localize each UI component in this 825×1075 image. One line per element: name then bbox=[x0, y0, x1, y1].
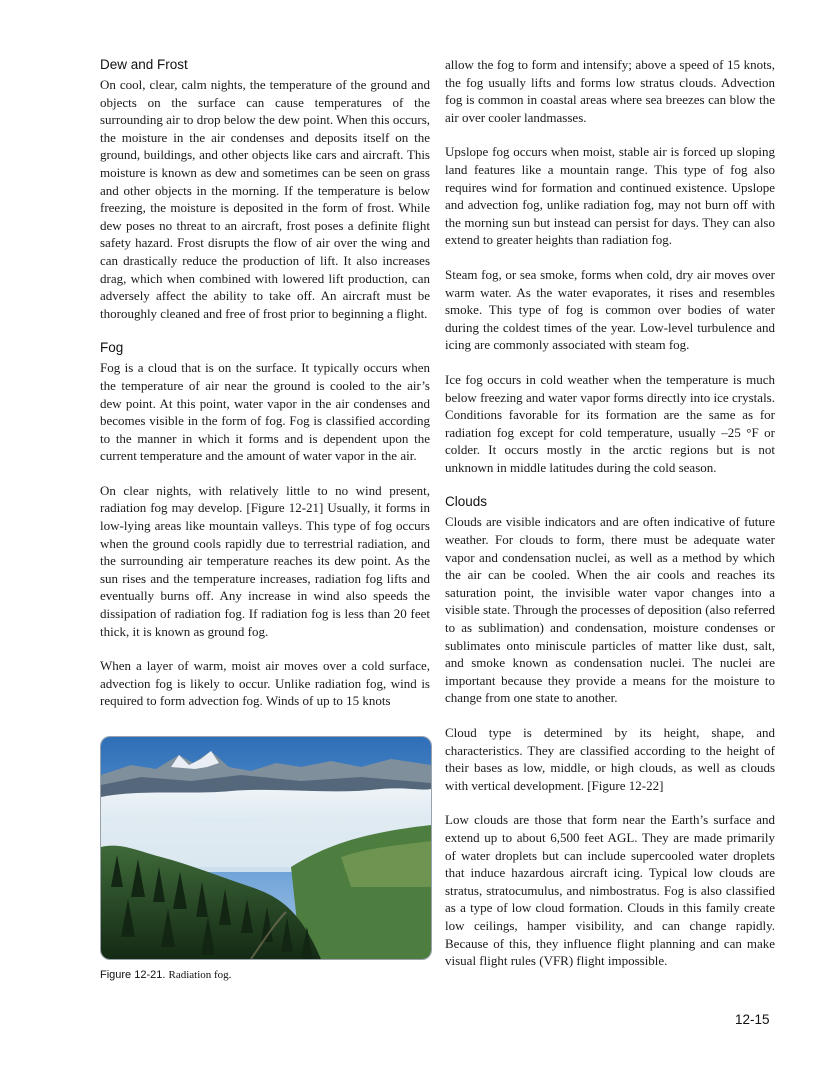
left-column bbox=[100, 56, 430, 727]
clouds-paragraph-3: Low clouds are those that form near the Earth’s surface and extend up to about 6,500 feet AGL. They are made primarily of water droplets but can include supercooled water droplets that induce hazardous aircraft icing. Typical low clouds are stratus, stratocumulus, and nimbostratus. Fog is also classified as a type of low cloud formation. Clouds in this family create low ceilings, hamper visibility, and can change rapidly. Because of this, they influence flight planning and can make visual flight rules (VFR) flight impossible. bbox=[445, 812, 775, 969]
ice-fog-paragraph: Ice fog occurs in cold weather when the temperature is much below freezing and water vapor forms directly into ice crystals. Conditions favorable for its formation are the same as for radiation fog except for cold temperature, usually –25 °F or colder. It occurs mostly in the arctic regions but is not unknown in middle latitudes during the cold season. bbox=[445, 371, 775, 475]
clouds-paragraph-1: Clouds are visible indicators and are often indicative of future weather. For clouds to form, there must be adequate water vapor and condensation nuclei, as well as a method by which the air can be cooled. When the air cools and reaches its saturation point, the invisible water vapor changes into a visible state. Through the processes of deposition (also referred to as sublimation) and condensation, moisture condenses or sublimates onto miniscule particles of matter like dust, salt, and smoke known as condensation nuclei. The nuclei are important because they provide a means for the moisture to change from one state to another. bbox=[445, 514, 775, 706]
fog-paragraph-2: On clear nights, with relatively little to no wind present, radiation fog may develop. [Figure 12-21] Usually, it forms in low-lying areas like mountain valleys. This type of fog occurs when the ground cools rapidly due to terrestrial radiation, and the surrounding air temperature reaches its dew point. As the sun rises and the temperature increases, radiation fog lifts and eventually burns off. Any increase in wind also speeds the dissipation of radiation fog. If radiation fog is less than 20 feet thick, it is known as ground fog. bbox=[100, 482, 430, 639]
fog-paragraph-3: When a layer of warm, moist air moves over a cold surface, advection fog is likely to occur. Unlike radiation fog, wind is required to form advection fog. Winds of up to 15 knots bbox=[100, 658, 430, 709]
dew-frost-heading: Dew and Frost bbox=[100, 57, 188, 72]
right-column bbox=[445, 56, 775, 987]
figure-caption-text: Radiation fog. bbox=[168, 969, 232, 981]
radiation-fog-photo bbox=[100, 736, 432, 960]
steam-fog-paragraph: Steam fog, or sea smoke, forms when cold, dry air moves over warm water. As the water evaporates, it rises and resembles smoke. This type of fog is common over bodies of water during the coldest times of the year. Low-level turbulence and icing are commonly associated with steam fog. bbox=[445, 266, 775, 353]
fog-heading: Fog bbox=[100, 340, 124, 356]
figure-caption bbox=[100, 969, 231, 981]
upslope-fog-paragraph: Upslope fog occurs when moist, stable air is forced up sloping land features like a mountain range. This type of fog also requires wind for formation and continued existence. Upslope and advection fog, unlike radiation fog, may not burn off with the morning sun but instead can persist for days. They can also extend to greater heights than radiation fog. bbox=[445, 144, 775, 248]
dew-frost-paragraph: On cool, clear, calm nights, the temperature of the ground and objects on the surface can cause temperatures of the surrounding air to drop below the dew point. When this occurs, the moisture in the air condenses and deposits itself on the ground, buildings, and other objects like cars and aircraft. This moisture is known as dew and sometimes can be seen on grass and other objects in the morning. If the temperature is below freezing, the moisture is deposited in the form of frost. While dew poses no threat to an aircraft, frost poses a definite flight safety hazard. Frost disrupts the flow of air over the wing and can drastically reduce the production of lift. It also increases drag, which when combined with lowered lift production, can adversely affect the ability to take off. An aircraft must be thoroughly cleaned and free of frost prior to beginning a flight. bbox=[100, 77, 430, 321]
page-number: 12-15 bbox=[735, 1012, 770, 1027]
clouds-heading: Clouds bbox=[445, 494, 488, 510]
advection-continued-paragraph: allow the fog to form and intensify; above a speed of 15 knots, the fog usually lifts and forms low stratus clouds. Advection fog is common in coastal areas where sea breezes can blow the air over cooler landmasses. bbox=[445, 57, 775, 125]
clouds-paragraph-2: Cloud type is determined by its height, shape, and characteristics. They are classified according to the height of their bases as low, middle, or high clouds, as well as clouds with vertical development. [Figure 12-22] bbox=[445, 725, 775, 793]
fog-paragraph-1: Fog is a cloud that is on the surface. It typically occurs when the temperature of air near the ground is cooled to the air’s dew point. At this point, water vapor in the air condenses and becomes visible in the form of fog. Fog is classified according to the manner in which it forms and is dependent upon the current temperature and the amount of water vapor in the air. bbox=[100, 360, 430, 464]
figure-number: Figure 12-21. bbox=[100, 969, 166, 981]
